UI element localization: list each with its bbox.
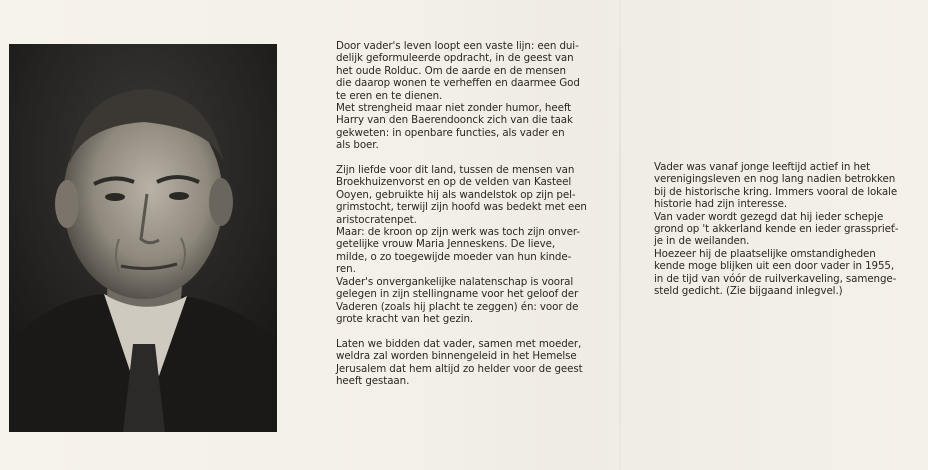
text-line: te eren en te dienen. — [336, 89, 443, 102]
text-line: Vaderen (zoals hij placht te zeggen) én: voor de — [336, 300, 579, 313]
text-line: Laten we bidden dat vader, samen met moeder, — [336, 337, 582, 350]
text-line: heeft gestaan. — [336, 374, 410, 387]
text-line: je in de weilanden. — [654, 235, 750, 248]
text-line: delijk geformuleerde opdracht, in de geest van — [336, 52, 574, 65]
text-line: bij de historische kring. Immers vooral de lokale — [654, 185, 898, 198]
text-line: Vader's onvergankelijke nalatenschap is vooral — [336, 275, 574, 288]
text-line: in de tijd van vóór de ruilverkaveling, samenge- — [654, 272, 897, 285]
portrait-photo — [9, 44, 277, 432]
text-line: als boer. — [336, 139, 379, 152]
text-line: steld gedicht. (Zie bijgaand inlegvel.) — [654, 285, 843, 298]
text-line: Met strengheid maar niet zonder humor, heeft — [336, 102, 572, 115]
text-line: gekweten: in openbare functies, als vader en — [336, 126, 565, 139]
text-line: milde, o zo toegewijde moeder van hun kinde- — [336, 250, 572, 263]
text-line: Door vader's leven loopt een vaste lijn: een dui- — [336, 40, 579, 52]
text-line: Zijn liefde voor dit land, tussen de mensen van — [336, 164, 575, 177]
paragraph-gap — [336, 325, 598, 337]
text-line: grote kracht van het gezin. — [336, 312, 474, 325]
text-line: het oude Rolduc. Om de aarde en de mensen — [336, 64, 566, 77]
text-line: verenigingsleven en nog lang nadien betrokken — [654, 173, 896, 186]
text-line: die daarop wonen te verheffen en daarmee God — [336, 77, 580, 90]
text-line: Vader was vanaf jonge leeftijd actief in het — [654, 161, 871, 173]
card-fold — [619, 0, 621, 470]
text-line: kende moge blijken uit een door vader in 1955, — [654, 260, 895, 273]
text-column-middle — [336, 40, 598, 387]
text-line: weldra zal worden binnengeleid in het Hemelse — [336, 350, 577, 363]
text-line: Van vader wordt gezegd dat hij ieder schepje — [654, 210, 884, 223]
text-line: ren. — [336, 263, 356, 276]
text-line: Harry van den Baerendoonck zich van die taak — [336, 114, 573, 127]
text-line: Maar: de kroon op zijn werk was toch zijn onver- — [336, 226, 580, 239]
text-line: Broekhuizenvorst en op de velden van Kasteel — [336, 176, 572, 189]
text-line: Ooyen, gebruikte hij als wandelstok op zijn pel- — [336, 188, 576, 201]
text-line: aristocratenpet. — [336, 213, 417, 226]
text-line: Hoezeer hij de plaatselijke omstandigheden — [654, 247, 876, 260]
text-line: historie had zijn interesse. — [654, 198, 788, 211]
paragraph-gap — [336, 152, 598, 164]
text-line: grimstocht, terwijl zijn hoofd was bedekt met een — [336, 201, 587, 214]
text-line: gelegen in zijn stellingname voor het geloof der — [336, 288, 579, 301]
text-line: getelijke vrouw Maria Jenneskens. De lieve, — [336, 238, 556, 251]
text-column-right — [654, 161, 904, 297]
text-line: grond op 't akkerland kende en ieder grassprieť- — [654, 223, 899, 236]
text-line: Jerusalem dat hem altijd zo helder voor de geest — [336, 362, 583, 375]
